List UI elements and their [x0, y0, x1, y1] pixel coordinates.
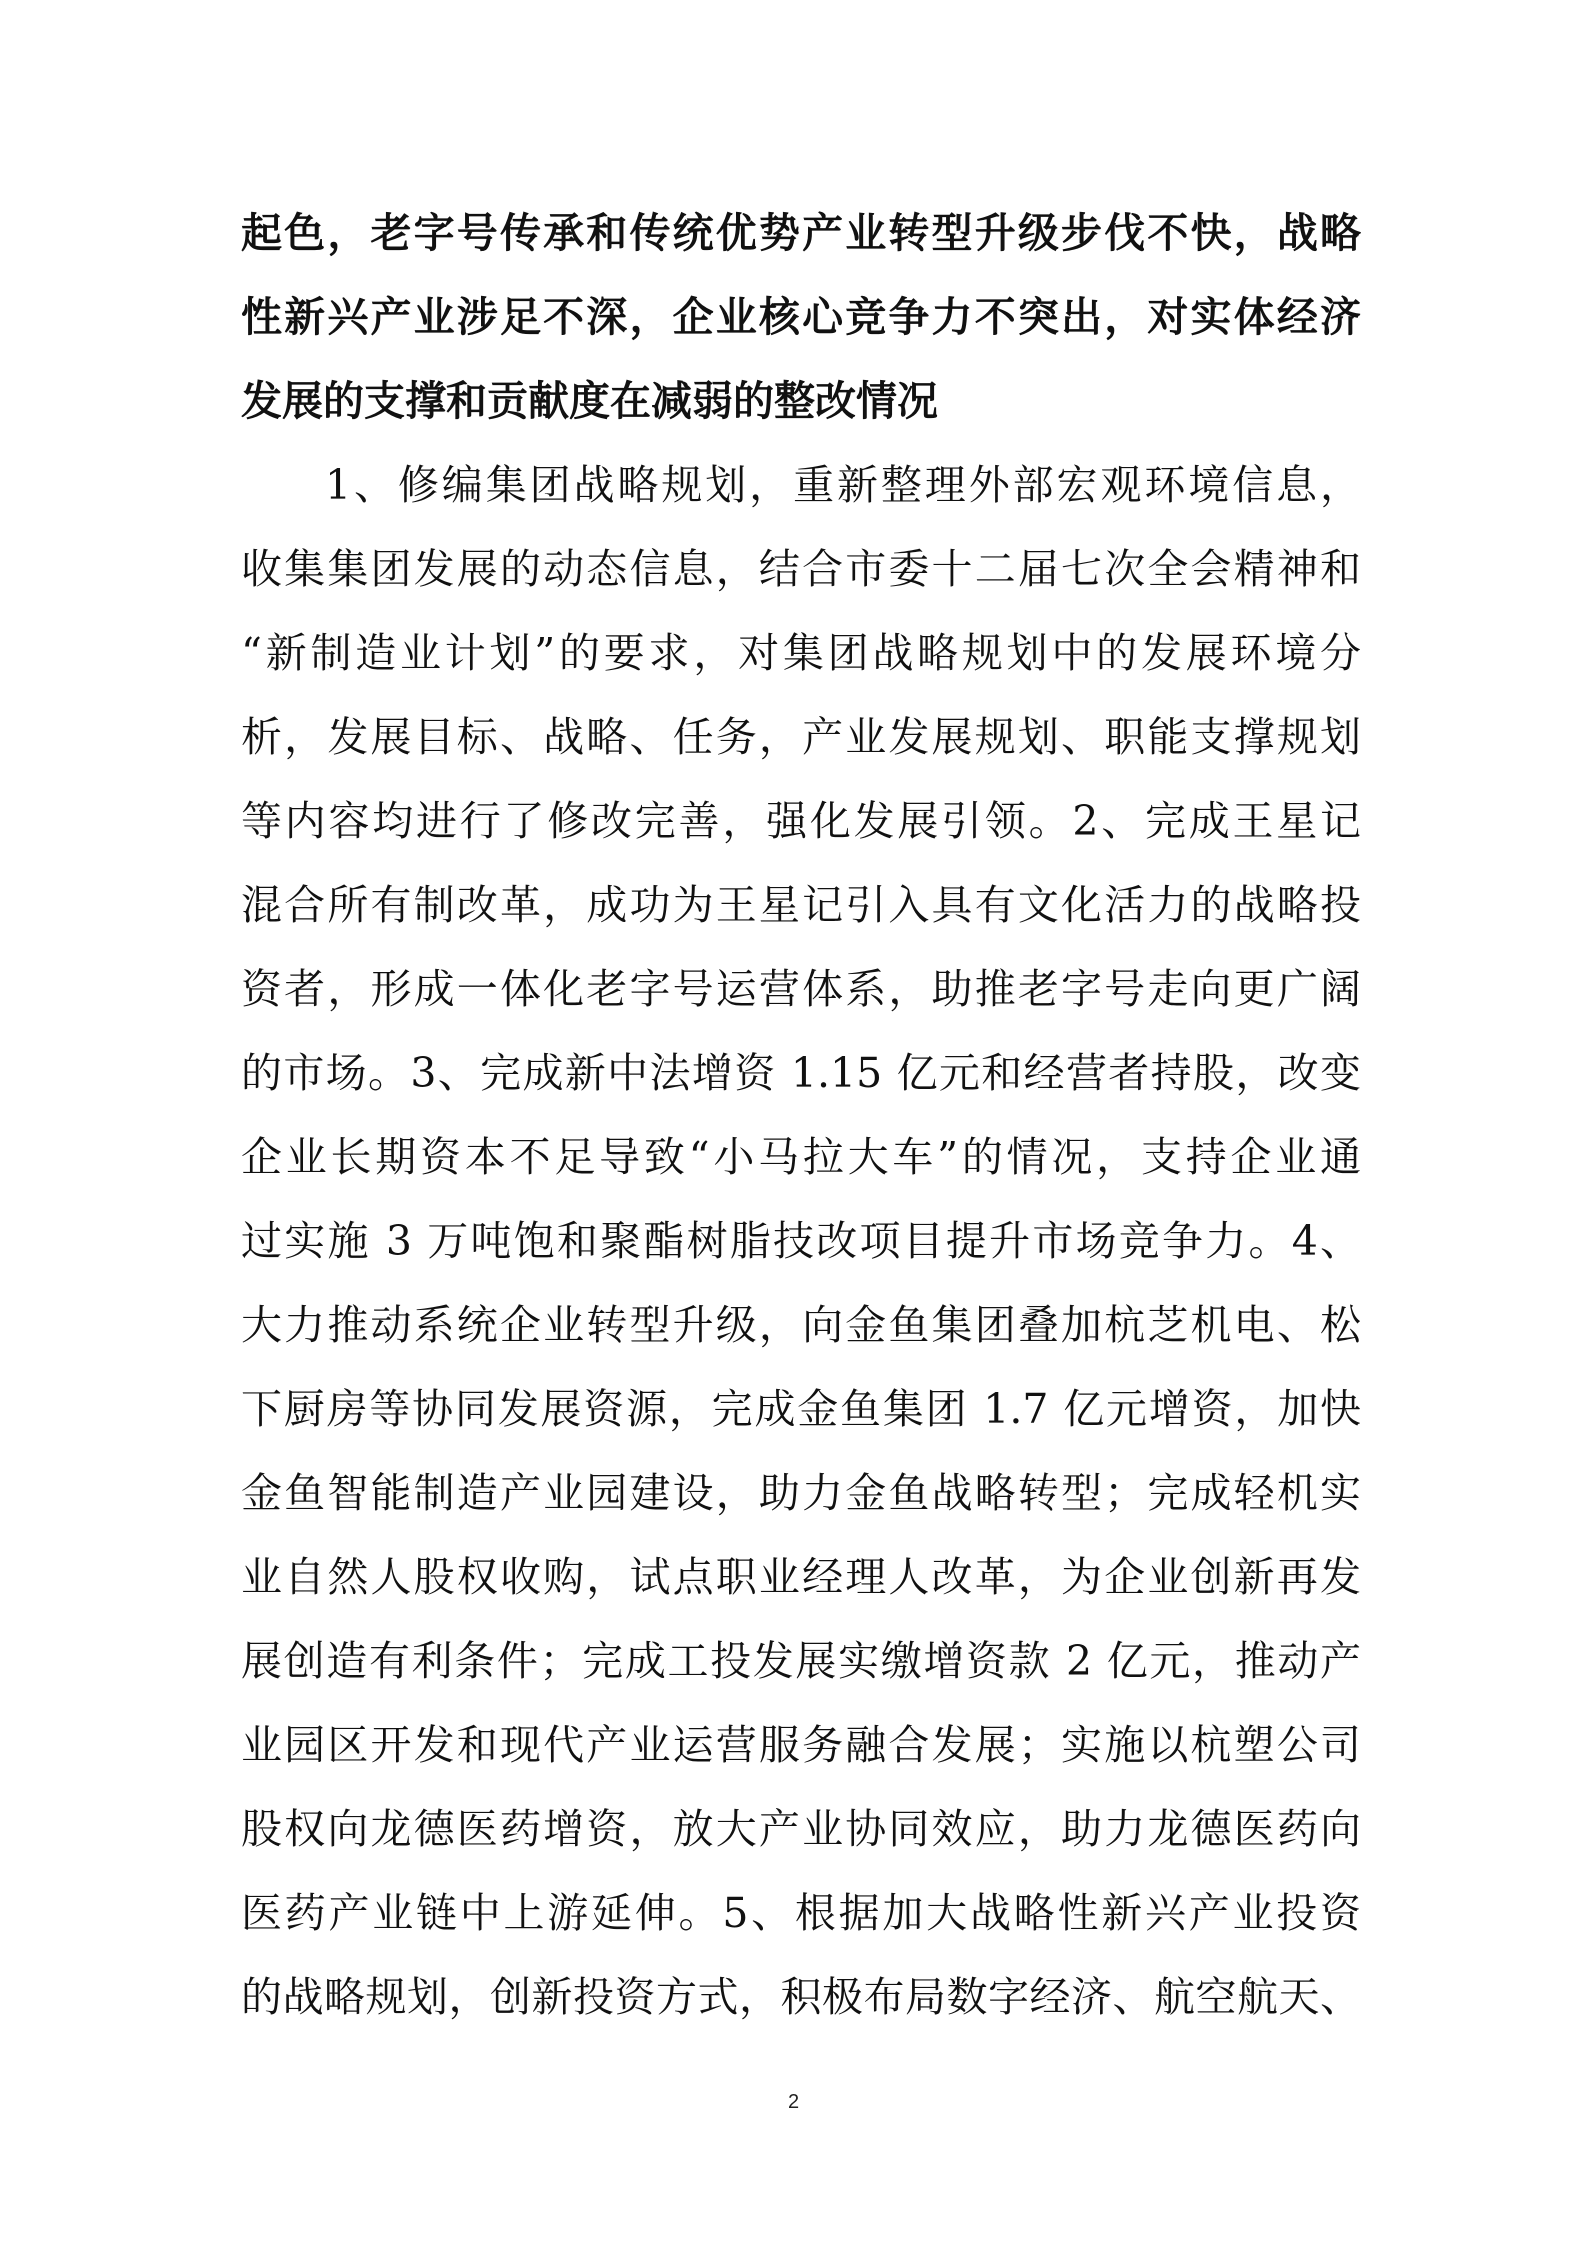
paragraph-line-19: 的战略规划，创新投资方式，积极布局数字经济、航空航天、: [241, 1973, 1361, 2021]
paragraph-line-17: 股权向龙德医药增资，放大产业协同效应，助力龙德医药向: [241, 1805, 1361, 1853]
paragraph-line-6: 混合所有制改革，成功为王星记引入具有文化活力的战略投: [241, 881, 1361, 929]
paragraph-line-16: 业园区开发和现代产业运营服务融合发展；实施以杭塑公司: [241, 1721, 1361, 1769]
page-number: 2: [787, 2091, 800, 2113]
heading-line-3: 发展的支撑和贡献度在减弱的整改情况: [241, 377, 938, 425]
paragraph-line-9: 企业长期资本不足导致“小马拉大车”的情况，支持企业通: [241, 1133, 1361, 1181]
paragraph-line-8: 的市场。3、完成新中法增资 1.15 亿元和经营者持股，改变: [241, 1049, 1361, 1097]
paragraph-line-7: 资者，形成一体化老字号运营体系，助推老字号走向更广阔: [241, 965, 1361, 1013]
paragraph-line-10: 过实施 3 万吨饱和聚酯树脂技改项目提升市场竞争力。4、: [241, 1217, 1361, 1265]
paragraph-line-11: 大力推动系统企业转型升级，向金鱼集团叠加杭芝机电、松: [241, 1301, 1361, 1349]
paragraph-line-14: 业自然人股权收购，试点职业经理人改革，为企业创新再发: [241, 1553, 1361, 1601]
heading-line-2: 性新兴产业涉足不深，企业核心竞争力不突出，对实体经济: [241, 293, 1361, 341]
paragraph-line-12: 下厨房等协同发展资源，完成金鱼集团 1.7 亿元增资，加快: [241, 1385, 1361, 1433]
paragraph-line-13: 金鱼智能制造产业园建设，助力金鱼战略转型；完成轻机实: [241, 1469, 1361, 1517]
paragraph-line-3: “新制造业计划”的要求，对集团战略规划中的发展环境分: [241, 629, 1361, 677]
paragraph-line-18: 医药产业链中上游延伸。5、根据加大战略性新兴产业投资: [241, 1889, 1361, 1937]
heading-line-1: 起色，老字号传承和传统优势产业转型升级步伐不快，战略: [241, 209, 1361, 257]
paragraph-line-15: 展创造有利条件；完成工投发展实缴增资款 2 亿元，推动产: [241, 1637, 1361, 1685]
paragraph-line-2: 收集集团发展的动态信息，结合市委十二届七次全会精神和: [241, 545, 1361, 593]
paragraph-line-4: 析，发展目标、战略、任务，产业发展规划、职能支撑规划: [241, 713, 1361, 761]
paragraph-line-5: 等内容均进行了修改完善，强化发展引领。2、完成王星记: [241, 797, 1361, 845]
paragraph-line-1: 1、修编集团战略规划，重新整理外部宏观环境信息，: [325, 461, 1361, 509]
